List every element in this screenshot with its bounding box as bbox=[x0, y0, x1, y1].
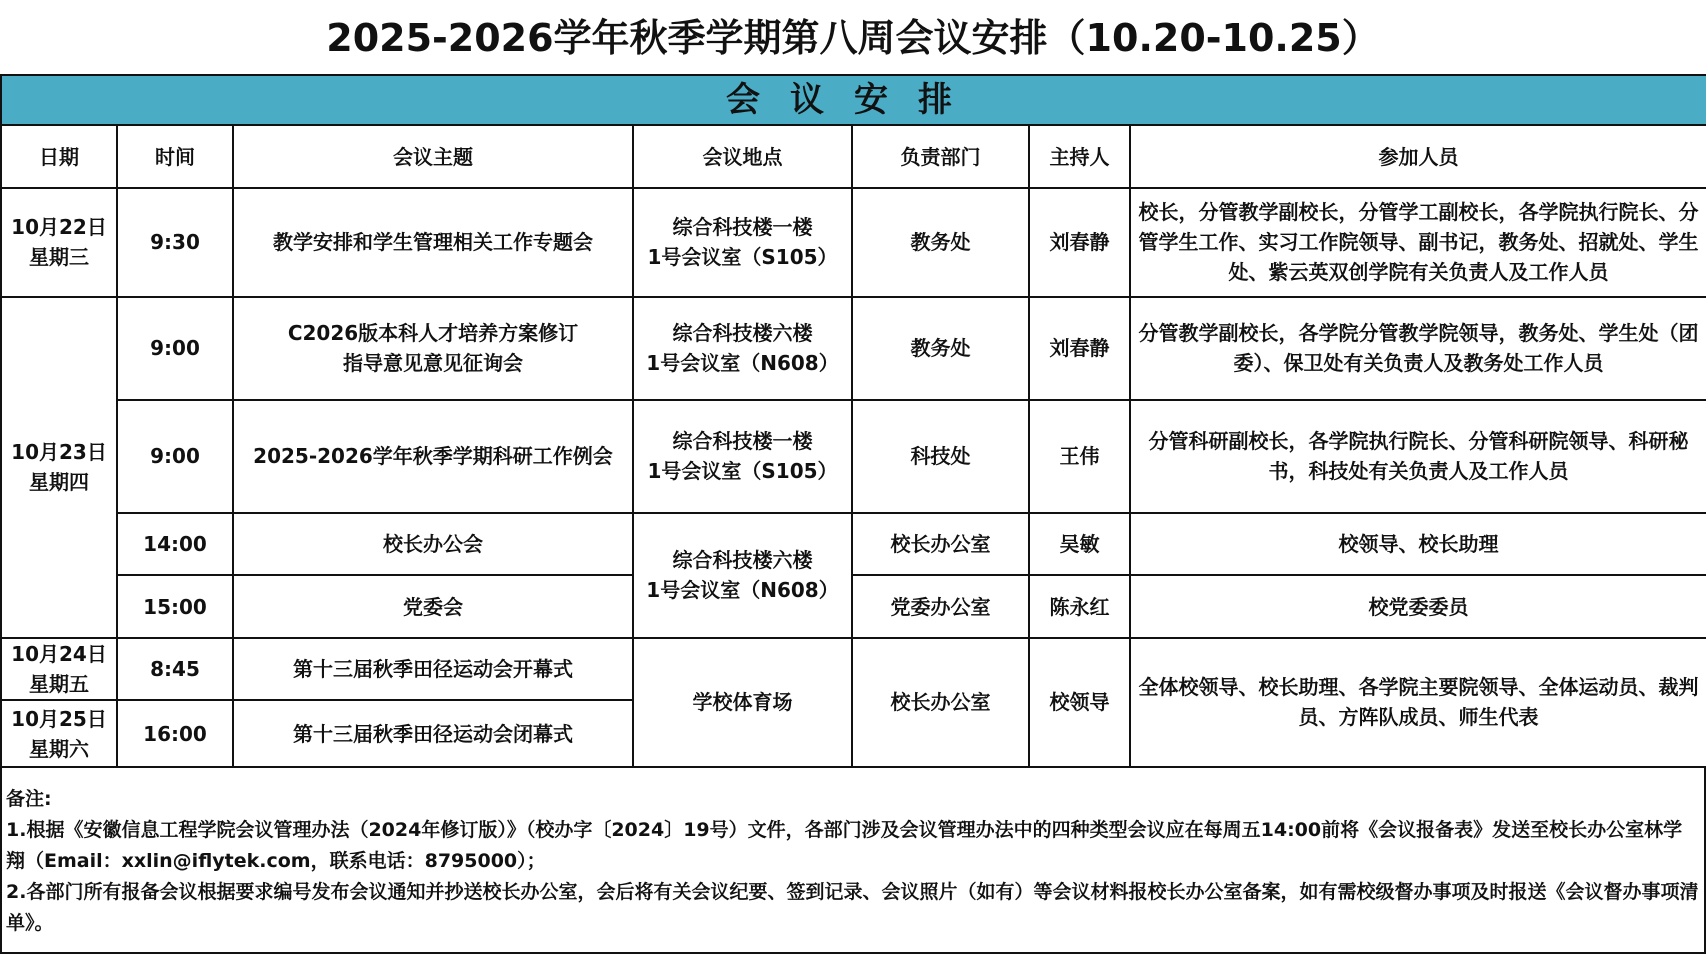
location-building: 综合科技楼一楼 bbox=[672, 215, 813, 240]
host-cell: 刘春静 bbox=[1029, 188, 1130, 297]
location-room: 1号会议室（S105） bbox=[647, 245, 838, 270]
schedule-banner: 会议安排 bbox=[1, 75, 1706, 125]
host-cell: 吴敏 bbox=[1029, 513, 1130, 576]
header-topic: 会议主题 bbox=[233, 125, 633, 188]
location-cell bbox=[633, 188, 852, 297]
date-text: 10月22日 bbox=[11, 215, 107, 240]
department-cell: 科技处 bbox=[852, 400, 1029, 513]
topic-cell: 教学安排和学生管理相关工作专题会 bbox=[233, 188, 633, 297]
attendees-cell: 全体校领导、校长助理、各学院主要院领导、全体运动员、裁判员、方阵队成员、师生代表 bbox=[1130, 638, 1706, 767]
notes-heading: 备注: bbox=[6, 788, 52, 810]
time-cell: 9:30 bbox=[117, 188, 233, 297]
department-cell: 党委办公室 bbox=[852, 575, 1029, 638]
table-row bbox=[1, 297, 1706, 400]
time-cell: 8:45 bbox=[117, 638, 233, 701]
notes-section bbox=[0, 768, 1706, 954]
header-department: 负责部门 bbox=[852, 125, 1029, 188]
table-row bbox=[1, 513, 1706, 576]
host-cell: 校领导 bbox=[1029, 638, 1130, 767]
table-row bbox=[1, 575, 1706, 638]
date-cell bbox=[1, 638, 117, 701]
topic-cell: 党委会 bbox=[233, 575, 633, 638]
location-cell bbox=[633, 513, 852, 638]
date-text: 10月23日 bbox=[11, 440, 107, 465]
location-cell bbox=[633, 400, 852, 513]
topic-line: 指导意见意见征询会 bbox=[343, 351, 523, 376]
time-cell: 9:00 bbox=[117, 297, 233, 400]
header-location: 会议地点 bbox=[633, 125, 852, 188]
location-cell: 学校体育场 bbox=[633, 638, 852, 767]
topic-cell: 2025-2026学年秋季学期科研工作例会 bbox=[233, 400, 633, 513]
table-row bbox=[1, 188, 1706, 297]
department-cell: 教务处 bbox=[852, 297, 1029, 400]
host-cell: 刘春静 bbox=[1029, 297, 1130, 400]
location-room: 1号会议室（N608） bbox=[646, 578, 839, 603]
location-cell bbox=[633, 297, 852, 400]
topic-cell: 第十三届秋季田径运动会开幕式 bbox=[233, 638, 633, 701]
notes-line: 2.各部门所有报备会议根据要求编号发布会议通知并抄送校长办公室，会后将有关会议纪要、签到记录、会议照片（如有）等会议材料报校长办公室备案，如有需校级督办事项及时报送《会议督办事项清单》。 bbox=[6, 881, 1699, 934]
time-cell: 15:00 bbox=[117, 575, 233, 638]
topic-cell bbox=[233, 297, 633, 400]
header-date: 日期 bbox=[1, 125, 117, 188]
attendees-cell: 分管教学副校长，各学院分管教学院领导，教务处、学生处（团委）、保卫处有关负责人及教务处工作人员 bbox=[1130, 297, 1706, 400]
attendees-cell: 分管科研副校长，各学院执行院长、分管科研院领导、科研秘书，科技处有关负责人及工作人员 bbox=[1130, 400, 1706, 513]
date-cell bbox=[1, 700, 117, 767]
weekday-text: 星期六 bbox=[29, 736, 89, 761]
host-cell: 陈永红 bbox=[1029, 575, 1130, 638]
attendees-cell: 校长，分管教学副校长，分管学工副校长，各学院执行院长、分管学生工作、实习工作院领导、副书记，教务处、招就处、学生处、紫云英双创学院有关负责人及工作人员 bbox=[1130, 188, 1706, 297]
topic-line: C2026版本科人才培养方案修订 bbox=[287, 321, 579, 346]
weekday-text: 星期五 bbox=[29, 672, 89, 697]
topic-cell: 第十三届秋季田径运动会闭幕式 bbox=[233, 700, 633, 767]
date-text: 10月25日 bbox=[11, 706, 107, 731]
location-room: 1号会议室（N608） bbox=[646, 351, 839, 376]
department-cell: 教务处 bbox=[852, 188, 1029, 297]
header-time: 时间 bbox=[117, 125, 233, 188]
location-room: 1号会议室（S105） bbox=[647, 459, 838, 484]
time-cell: 9:00 bbox=[117, 400, 233, 513]
date-cell bbox=[1, 188, 117, 297]
notes-line: 1.根据《安徽信息工程学院会议管理办法（2024年修订版）》（校办字〔2024〕19号）文件，各部门涉及会议管理办法中的四种类型会议应在每周五14:00前将《会议报备表》发送至校长办公室林学翔（Email：xxlin@iflytek.com，联系电话：8795000）； bbox=[6, 819, 1683, 872]
header-host: 主持人 bbox=[1029, 125, 1130, 188]
location-building: 综合科技楼六楼 bbox=[672, 548, 813, 573]
meeting-schedule-table bbox=[0, 74, 1706, 768]
page-title: 2025-2026学年秋季学期第八周会议安排（10.20-10.25） bbox=[326, 16, 1380, 60]
attendees-cell: 校领导、校长助理 bbox=[1130, 513, 1706, 576]
weekday-text: 星期四 bbox=[29, 470, 89, 495]
weekday-text: 星期三 bbox=[29, 245, 89, 270]
attendees-cell: 校党委委员 bbox=[1130, 575, 1706, 638]
header-attendees: 参加人员 bbox=[1130, 125, 1706, 188]
time-cell: 14:00 bbox=[117, 513, 233, 576]
date-cell bbox=[1, 297, 117, 638]
topic-cell: 校长办公会 bbox=[233, 513, 633, 576]
location-building: 综合科技楼六楼 bbox=[672, 321, 813, 346]
table-row bbox=[1, 638, 1706, 701]
date-text: 10月24日 bbox=[11, 642, 107, 667]
table-row bbox=[1, 400, 1706, 513]
time-cell: 16:00 bbox=[117, 700, 233, 767]
department-cell: 校长办公室 bbox=[852, 513, 1029, 576]
department-cell: 校长办公室 bbox=[852, 638, 1029, 767]
location-building: 综合科技楼一楼 bbox=[672, 429, 813, 454]
host-cell: 王伟 bbox=[1029, 400, 1130, 513]
